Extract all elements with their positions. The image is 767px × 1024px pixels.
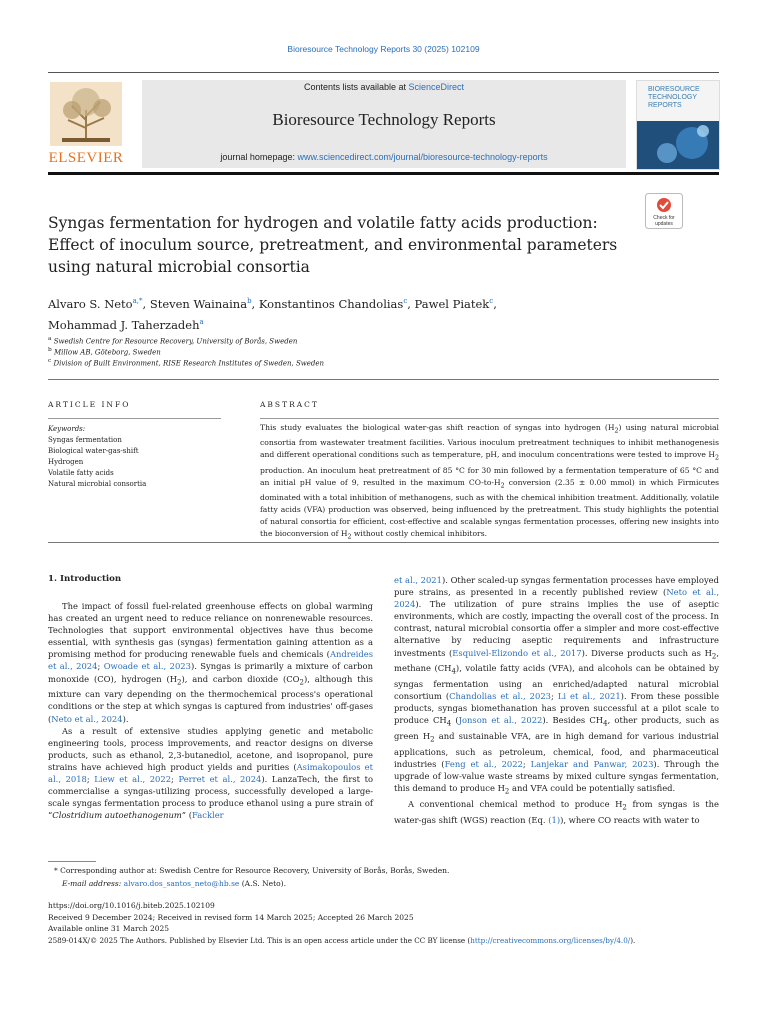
journal-reference[interactable]: Bioresource Technology Reports 30 (2025) 102109 (287, 44, 480, 54)
author-sep: , (251, 296, 259, 311)
affiliation-rule (48, 379, 719, 380)
intro-right-column (394, 574, 719, 826)
citation-link[interactable]: Lanjekar and Panwar, 2023 (530, 759, 654, 769)
author-affil-sup[interactable]: b (247, 297, 252, 305)
license-link[interactable]: http://creativecommons.org/licenses/by/4.0/ (470, 936, 631, 945)
citation-link[interactable]: Asimakopoulos et al., 2018 (48, 761, 373, 784)
keywords-label: Keywords: (48, 425, 86, 433)
intro-paragraph-2: As a result of extensive studies applying genetic and metabolic engineering tools, process improvements, and reactor designs on diverse products, such as ethanol, 2,3-butanediol, acetone, and isopropanol, pure strains have achieved high product yields and purities (Asimakopoulos et al., 2018; Liew et al., 2022; Perret et al., 2024). LanzaTech, the first to commercialise a syngas-utilizing process, successfully developed a large-scale syngas fermentation process to produce ethanol using a pure strain of “Clostridium autoethanogenum” (Fackler (48, 725, 373, 821)
citation-link[interactable]: Jonson et al., 2022 (458, 715, 543, 726)
subscript: 2 (500, 482, 505, 490)
keyword: Natural microbial consortia (48, 480, 147, 488)
homepage-prefix: journal homepage: (220, 152, 298, 162)
citation-link[interactable]: Chandolias et al., 2023 (449, 691, 551, 702)
citation-link[interactable]: Liew et al., 2022 (94, 773, 172, 784)
abstract-paragraph (260, 422, 719, 543)
subscript: 2 (714, 454, 719, 462)
author-list (48, 292, 608, 334)
elsevier-wordmark: ELSEVIER (48, 150, 124, 166)
license-suffix: ). (630, 936, 636, 945)
license-prefix: 2589-014X/© 2025 The Authors. Published by Elsevier Ltd. This is an open access article under the CC BY license ( (48, 936, 471, 945)
author-name[interactable]: Alvaro S. Neto (48, 296, 133, 311)
title-line: using natural microbial consortia (48, 258, 310, 276)
citation-link[interactable]: Fackler (192, 810, 224, 821)
article-info-rule (48, 418, 221, 419)
email-line (62, 879, 286, 888)
author-sep: , (493, 296, 497, 311)
citation-link[interactable]: Feng et al., 2022 (444, 759, 523, 769)
article-title (48, 212, 628, 278)
license-line (48, 936, 728, 945)
citation-link[interactable]: Perret et al., 2024 (178, 773, 262, 784)
citation-link[interactable]: Neto et al., 2024 (51, 713, 123, 724)
citation-link[interactable]: Esquivel-Elizondo et al., 2017 (452, 647, 582, 658)
abstract-bottom-rule (48, 542, 719, 543)
affil-sup: a (48, 336, 52, 342)
intro-paragraph-2-cont: et al., 2021). Other scaled-up syngas fermentation processes have employed pure strains, as presented in a recently published review (Neto et al., 2024). The utilization of pure strains implies the use of aseptic environments, which are costly, impacting the overall cost of the process. In contrast, natural microbial consortia offer a simpler and more cost-effective alternative by reducing aseptic requirements and infrastructure investments (Esquivel-Elizondo et al., 2017). Diverse products such as $H_2$, methane $(CH_4)$, volatile fatty acids (VFA), and alcohols can be obtained by syngas fermentation using an enriched/adapted natural microbial consortium (Chandolias et al., 2023; Li et al., 2021). From these possible products, syngas biomethanation has proven successful at a pilot scale to produce $CH_4$ (Jonson et al., 2022). Besides $CH_4$, other products, such as green $H_2$ and sustainable VFA, are in high demand for various industrial applications, such as petroleum, chemical, food, and pharmaceutical industries (Feng et al., 2022; Lanjekar and Panwar, 2023). Through the upgrade of low-value waste streams by mixed culture syngas fermentation, this demand to produce $H_2$ and VFA could be potentially satisfied. (394, 575, 720, 796)
affil-text: Division of Built Environment, RISE Research Institutes of Sweden, Sweden (53, 359, 325, 368)
check-updates-line-2: updates (655, 221, 673, 227)
author-affil-sup[interactable]: a (199, 317, 204, 326)
check-updates-line-1: Check for (653, 215, 675, 221)
intro-left-column (48, 600, 373, 821)
author-sep: , (407, 296, 415, 311)
contents-prefix: Contents lists available at (303, 82, 409, 92)
affil-text: Millow AB, Göteborg, Sweden (53, 348, 161, 357)
abstract-text (260, 422, 719, 543)
intro-paragraph-1: The impact of fossil fuel-related greenhouse effects on global warming has created an urgent need to reduce reliance on nonrenewable resources. Technologies that support environmental objectives have thus become essential, with synthesis gas (syngas) fermentation gaining attention as a promising method for producing renewable fuels and chemicals (Andreides et al., 2024; Owoade et al., 2023). Syngas is primarily a mixture of carbon monoxide (CO), hydrogen $(H_2)$, and carbon dioxide $(CO_2)$, although this mixture can vary depending on the thermochemical process's operational conditions or the step at which syngas is captured from industries' off-gases (Neto et al., 2024). (48, 601, 373, 724)
introduction-heading: 1. Introduction (48, 574, 122, 584)
footnote-rule (48, 861, 96, 862)
homepage-line (142, 152, 626, 162)
citation-link[interactable]: Owoade et al., 2023 (103, 661, 191, 672)
abstract-heading: ABSTRACT (260, 400, 319, 409)
keyword: Syngas fermentation (48, 436, 122, 444)
subscript: 2 (614, 427, 619, 435)
citation-link[interactable]: Li et al., 2021 (557, 691, 621, 702)
author-affil-sup[interactable]: a,* (132, 297, 143, 305)
cover-title: BIORESOURCE TECHNOLOGY REPORTS (648, 86, 700, 109)
citation-link[interactable]: Neto et al., 2024 (394, 587, 719, 610)
author-affil-sup[interactable]: c (403, 297, 408, 305)
abstract-span: ) using natural microbial consortia from wastewater treatment facilities. Various inoculum pretreatment techniques to inhibit methanogenesis and different operational conditions such as temperature, pH, and inoculum concentrations were tested to improve H (260, 423, 719, 460)
available-online: Available online 31 March 2025 (48, 924, 170, 933)
email-label: E-mail address: (62, 879, 124, 888)
citation-link[interactable]: et al., 2021 (394, 575, 442, 585)
top-rule (48, 72, 719, 73)
email-link[interactable]: alvaro.dos_santos_neto@hb.se (123, 879, 240, 888)
affiliation (48, 336, 648, 345)
abstract-span: This study evaluates the biological water-gas shift reaction of syngas into hydrogen (H (260, 423, 615, 432)
subscript: 2 (347, 533, 352, 541)
abstract-span: without costly chemical inhibitors. (351, 528, 488, 538)
abstract-span: production. An inoculum heat pretreatment of 85 °C for 30 min followed by a fermentation temperature of 65 °C and an initial pH value of 9, resulted in the maximum CO-to-H (260, 465, 719, 487)
corresponding-author-note: * Corresponding author at: Swedish Centre for Resource Recovery, University of Borås, Borås, Sweden. (54, 866, 450, 875)
author-name[interactable]: Steven Wainaina (149, 296, 248, 311)
journal-title: Bioresource Technology Reports (272, 110, 496, 129)
sciencedirect-link[interactable]: ScienceDirect (408, 82, 465, 92)
affiliation (48, 358, 648, 367)
check-for-updates-icon[interactable] (645, 193, 683, 229)
header-thick-rule (48, 172, 719, 175)
doi-link[interactable]: https://doi.org/10.1016/j.biteb.2025.102109 (48, 901, 215, 910)
email-suffix: (A.S. Neto). (239, 879, 286, 888)
author-sep: , (142, 296, 150, 311)
keyword: Biological water-gas-shift (48, 447, 139, 455)
citation-link[interactable]: Andreides et al., 2024 (48, 649, 373, 672)
keyword: Hydrogen (48, 458, 84, 466)
author-name[interactable]: Konstantinos Chandolias (258, 296, 404, 311)
author-affil-sup[interactable]: c (489, 297, 494, 305)
equation-link[interactable]: (1) (548, 814, 561, 825)
affil-text: Swedish Centre for Resource Recovery, University of Borås, Sweden (53, 337, 298, 346)
author-name[interactable]: Pawel Piatek (414, 296, 490, 311)
contents-line (142, 82, 626, 92)
title-line: Syngas fermentation for hydrogen and volatile fatty acids production: (48, 214, 598, 232)
abstract-span: conversion (2.35 ± 0.00 mmol) in which Firmicutes dominated with a total inhibition of methanogens, such as with the chemical inhibition treatment. Additionally, volatile fatty acids (VFA) production was observed, being influenced by the pretreatment. This study highlights the potential of natural consortia for efficient, cost-effective and scalable syngas fermentation processes, offering new insights into the bioconversion of H (260, 477, 719, 538)
homepage-link[interactable]: www.sciencedirect.com/journal/bioresource-technology-reports (297, 152, 548, 162)
title-line: Effect of inoculum source, pretreatment, and environmental parameters (48, 236, 618, 254)
keyword: Volatile fatty acids (48, 469, 114, 477)
abstract-rule (260, 418, 719, 419)
affil-sup: c (48, 358, 52, 364)
author-name[interactable]: Mohammad J. Taherzadeh (48, 317, 200, 332)
received-dates: Received 9 December 2024; Received in revised form 14 March 2025; Accepted 26 March 2025 (48, 913, 414, 922)
article-info-heading: ARTICLE INFO (48, 400, 131, 409)
affiliation (48, 347, 648, 356)
intro-paragraph-3: A conventional chemical method to produce $H_2$ from syngas is the water-gas shift (WGS) reaction (Eq. (1)), where CO reacts with water to (394, 798, 719, 825)
affil-sup: b (48, 347, 52, 353)
